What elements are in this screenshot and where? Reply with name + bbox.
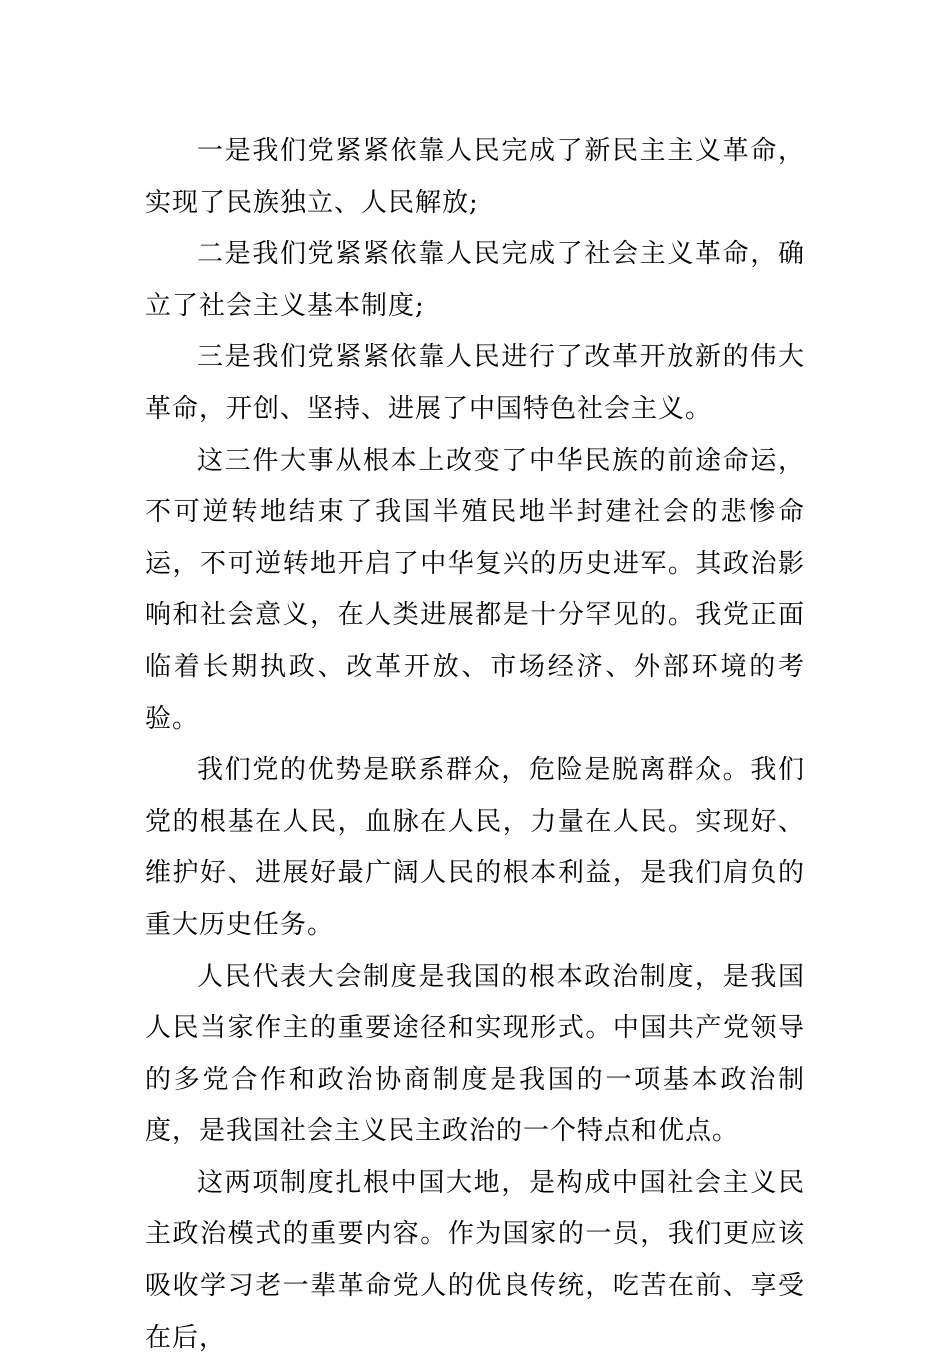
- document-body: [145, 126, 805, 1364]
- paragraph-4: 这三件大事从根本上改变了中华民族的前途命运，不可逆转地结束了我国半殖民地半封建社会的悲惨命运，不可逆转地开启了中华复兴的历史进军。其政治影响和社会意义，在人类进展都是十分罕见的。我党正面临着长期执政、改革开放、市场经济、外部环境的考验。: [145, 445, 805, 734]
- paragraph-1: 一是我们党紧紧依靠人民完成了新民主主义革命，实现了民族独立、人民解放;: [145, 136, 805, 218]
- paragraph-3: 三是我们党紧紧依靠人民进行了改革开放新的伟大革命，开创、坚持、进展了中国特色社会主义。: [145, 342, 805, 424]
- paragraph-6: 人民代表大会制度是我国的根本政治制度，是我国人民当家作主的重要途径和实现形式。中国共产党领导的多党合作和政治协商制度是我国的一项基本政治制度，是我国社会主义民主政治的一个特点和优点。: [145, 961, 805, 1147]
- paragraph-2: 二是我们党紧紧依靠人民完成了社会主义革命，确立了社会主义基本制度;: [145, 239, 805, 321]
- paragraph-5: 我们党的优势是联系群众，危险是脱离群众。我们党的根基在人民，血脉在人民，力量在人民。实现好、维护好、进展好最广阔人民的根本利益，是我们肩负的重大历史任务。: [145, 755, 805, 940]
- paragraph-7: 这两项制度扎根中国大地，是构成中国社会主义民主政治模式的重要内容。作为国家的一员，我们更应该吸收学习老一辈革命党人的优良传统，吃苦在前、享受在后，: [145, 1167, 805, 1353]
